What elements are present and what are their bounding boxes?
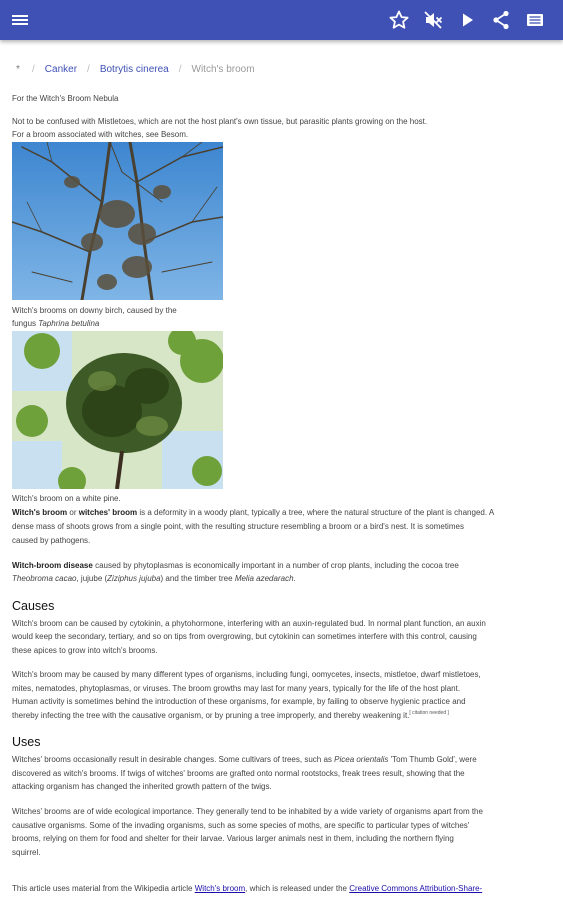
breadcrumb-separator: /	[178, 64, 182, 75]
photo-caption-pine: Witch's broom on a white pine.	[12, 494, 121, 503]
disease-line-1: Witch-broom disease caused by phytoplasmas is economically important in a number of crop plants, including the cocoa tree	[12, 561, 459, 570]
citation-needed[interactable]: [ citation needed ]	[409, 710, 449, 716]
article-content	[0, 40, 563, 900]
causes-p2-line: thereby infecting the tree with the causative organism, or by pruning a tree improperly, and thereby weakening it.[ citation needed ]	[12, 710, 449, 720]
share-icon[interactable]	[489, 8, 513, 32]
photo-caption-birch-fungus: fungus Taphrina betulina	[12, 319, 100, 328]
license-link[interactable]: Creative Commons Attribution-Share-	[349, 884, 483, 893]
causes-p2-line: Witch's broom may be caused by many different types of organisms, including fungi, oomycetes, insects, mistletoe, dwarf mistletoes,	[12, 670, 481, 679]
causes-p2-line: Human activity is sometimes behind the introduction of these organisms, for example, by failing to observe hygienic practice and	[12, 697, 466, 706]
play-icon[interactable]	[455, 8, 479, 32]
causes-p1-line: these apices to grow into witch's brooms.	[12, 646, 158, 655]
hatnote-besom: For a broom associated with witches, see Besom.	[12, 130, 189, 139]
birch-brooms-photo[interactable]	[12, 142, 223, 300]
section-heading-uses: Uses	[12, 735, 41, 749]
volume-off-icon[interactable]	[421, 8, 445, 32]
uses-p1-line-3: attacking organism has changed the inherited growth pattern of the twigs.	[12, 782, 272, 791]
more-icon[interactable]	[523, 8, 547, 32]
hatnote-nebula: For the Witch's Broom Nebula	[12, 94, 119, 103]
breadcrumb	[16, 62, 255, 78]
attribution-footer: This article uses material from the Wikipedia article Witch's broom, which is released under the Creative Commons Attribution-Share-	[12, 884, 483, 893]
breadcrumb-item-botrytis[interactable]: Botrytis cinerea	[99, 64, 169, 75]
intro-line-3: caused by pathogens.	[12, 536, 91, 545]
breadcrumb-home[interactable]: *	[16, 64, 20, 75]
star-icon[interactable]	[387, 8, 411, 32]
hatnote-mistletoe: Not to be confused with Mistletoes, which are not the host plant's own tissue, but parasitic plants growing on the host.	[12, 117, 428, 126]
uses-p1-line-2: discovered as witch's brooms. If twigs of witches' brooms are grafted onto normal rootstocks, freak trees result, showing that the	[12, 769, 465, 778]
photo-caption-birch: Witch's brooms on downy birch, caused by the	[12, 306, 177, 315]
causes-p1-line: would keep the secondary, tertiary, and so on tips from overgrowing, but cytokinin can sometimes interfere with this control, causing	[12, 632, 477, 641]
breadcrumb-separator: /	[87, 64, 90, 75]
white-pine-broom-photo[interactable]	[12, 331, 223, 489]
breadcrumb-current: Witch's broom	[191, 64, 255, 75]
causes-p2-line: mites, nematodes, phytoplasmas, or viruses. The broom growths may last for many years, typically for the life of the host plant.	[12, 684, 461, 693]
section-heading-causes: Causes	[12, 599, 55, 613]
app-bar	[0, 0, 563, 40]
intro-line-2: dense mass of shoots grows from a single point, with the resulting structure resembling a broom or a bird's nest. It is sometimes	[12, 522, 464, 531]
uses-p1-line-1: Witches' brooms occasionally result in desirable changes. Some cultivars of trees, such as Picea orientalis 'Tom Thumb Gold', were	[12, 755, 477, 764]
breadcrumb-item-canker[interactable]: Canker	[44, 64, 78, 75]
intro-line-1: Witch's broom or witches' broom is a deformity in a woody plant, typically a tree, where the natural structure of the plant is changed. A	[12, 508, 495, 517]
causes-p1-line: Witch's broom can be caused by cytokinin, a phytohormone, interfering with an auxin-regulated bud. In normal plant function, an auxin	[12, 619, 486, 628]
uses-p2-line: Witches' brooms are of wide ecological importance. They generally tend to be inhabited by a wide variety of organisms apart from the	[12, 807, 483, 816]
wikipedia-article-link[interactable]: Witch's broom	[194, 884, 246, 893]
breadcrumb-separator: /	[32, 64, 35, 75]
disease-line-2: Theobroma cacao, jujube (Ziziphus jujuba) and the timber tree Melia azedarach.	[12, 574, 296, 583]
uses-p2-line: brooms, relying on them for food and shelter for their larvae. Various larger animals nest in them, including the northern flying	[12, 834, 454, 843]
uses-p2-line: causative organisms. Some of the invading organisms, such as some species of moths, are specific to particular types of witches'	[12, 821, 470, 830]
uses-p2-line: squirrel.	[12, 848, 41, 857]
menu-icon[interactable]	[8, 8, 32, 32]
